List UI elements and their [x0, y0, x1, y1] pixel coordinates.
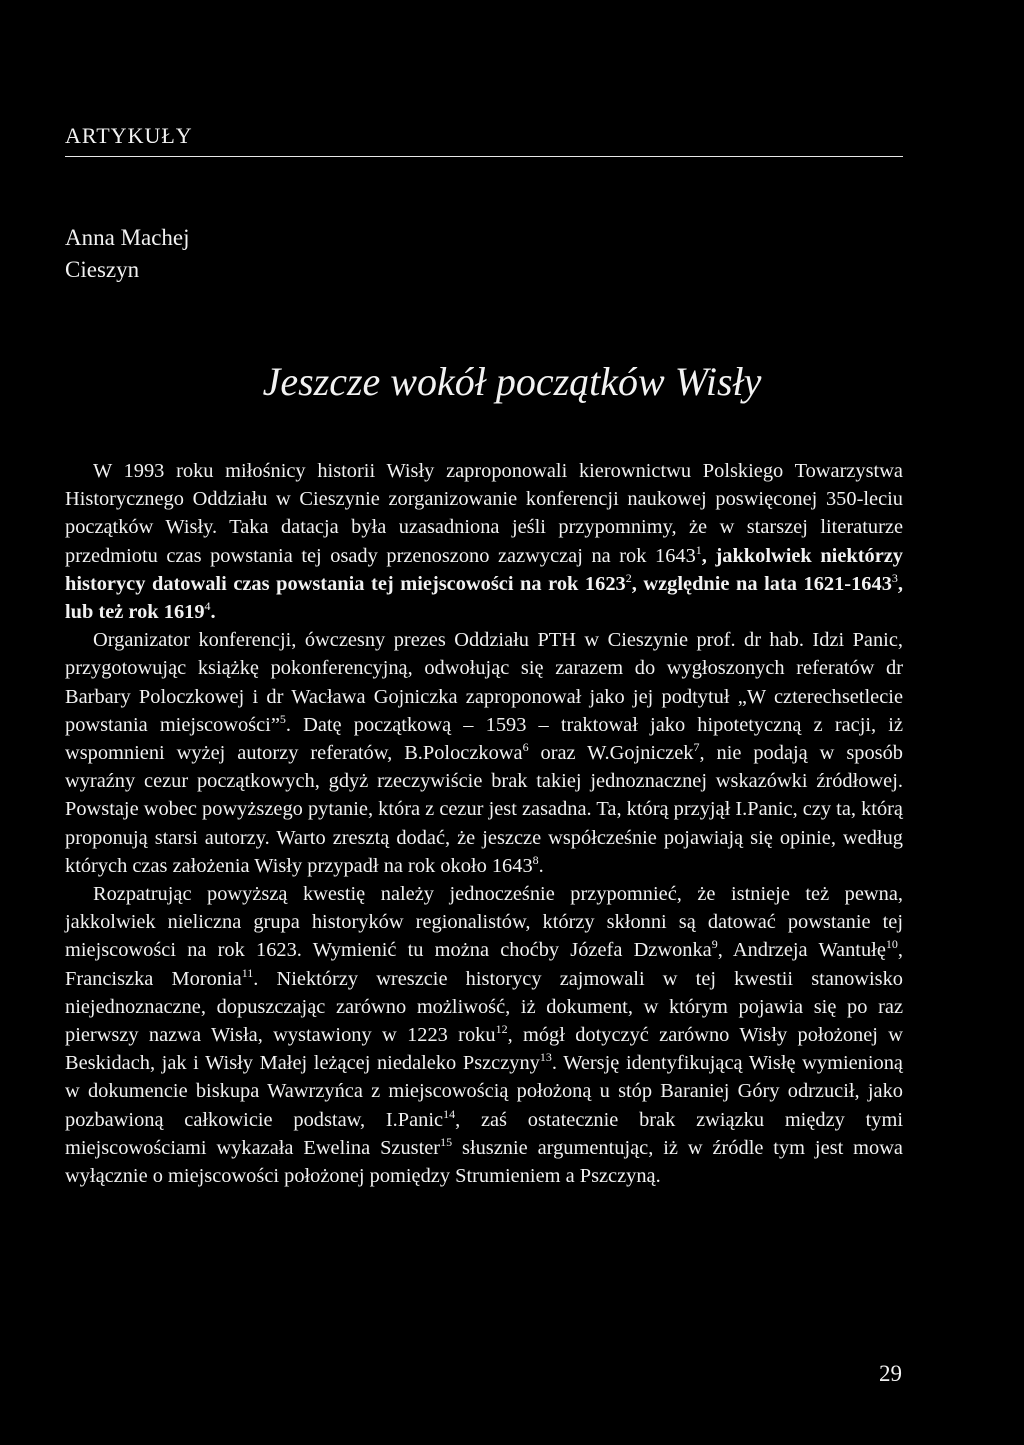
footnote-ref: 10 — [885, 937, 898, 952]
footnote-ref: 14 — [443, 1106, 456, 1121]
paragraph-text: , nie podają w sposób wyraźny cezur początkowych, gdyż rzeczywiście brak takiej jednoznacznej wskazówki źródłowej. Powstaje wobec powyższego pytanie, która z cezur jest zasadna. Ta, którą przyjął I.Panic, czy ta, którą proponują starsi autorzy. Warto zresztą dodać, że jeszcze współcześnie pojawiają się opinie, według których czas założenia Wisły przypadł na rok około 1643 — [65, 742, 903, 877]
footnote-ref: 12 — [495, 1022, 508, 1037]
footnote-ref: 4 — [204, 599, 211, 614]
paragraph-text: , Franciszka Moronia — [65, 939, 903, 990]
author-name: Anna Machej — [65, 225, 190, 250]
paragraph-text-bold: , jakkolwiek niektórzy historycy datowali czas powstania tej miejscowości na rok 1623 — [65, 544, 904, 595]
author-city: Cieszyn — [65, 257, 140, 282]
page-number: 29 — [879, 1361, 902, 1386]
footnote-ref: 7 — [693, 740, 700, 755]
footnote-ref: 9 — [711, 937, 718, 952]
paragraph-text: W 1993 roku miłośnicy historii Wisły zaproponowali kierownictwu Polskiego Towarzystwa Historycznego Oddziału w Cieszynie zorganizowanie konferencji naukowej poswięconej 350-leciu początków Wisły. Taka datacja była uzasadniona jeśli przypomnimy, że w starszej literaturze przedmiotu czas powstania tej osady przenoszono zazwyczaj na rok 1643 — [65, 460, 903, 567]
paragraph-3 — [65, 880, 903, 1190]
paragraph-text: słusznie argumentując, iż w źródle tym jest mowa wyłącznie o miejscowości położonej pomiędzy Strumieniem a Pszczyną. — [65, 1136, 903, 1188]
footnote-ref: 8 — [532, 852, 539, 867]
footnote-ref: 2 — [625, 570, 632, 585]
paragraph-2 — [65, 626, 903, 880]
footnote-ref: 13 — [539, 1050, 552, 1065]
author-block — [65, 222, 190, 286]
paragraph-text: , mógł dotyczyć zarówno Wisły położonej w Beskidach, jak i Wisły Małej leżącej niedaleko Pszczyny — [65, 1024, 903, 1075]
paragraph-text-bold: , lub też rok 1619 — [65, 572, 903, 624]
article-body — [65, 457, 903, 1190]
paragraph-text: , Andrzeja Wantułę — [717, 939, 886, 962]
paragraph-text: . — [538, 854, 544, 877]
paragraph-text-bold: , względnie na lata 1621-1643 — [631, 572, 892, 595]
section-heading: ARTYKUŁY — [65, 123, 193, 148]
paragraph-text: , zaś ostatecznie brak związku między tymi miejscowościami wykazała Ewelina Szuster — [65, 1108, 903, 1159]
paragraph-text: . Datę początkową – 1593 – traktował jako hipotetyczną z racji, iż wspomnieni wyżej autorzy referatów, B.Poloczkowa — [65, 713, 903, 765]
footnote-ref: 11 — [241, 965, 254, 980]
paragraph-text: Organizator konferencji, ówczesny prezes Oddziału PTH w Cieszynie prof. dr hab. Idzi Panic, przygotowując książkę pokonferencyjną, odwołując się zarazem do wygłoszonych referatów dr Barbary Poloczkowej i dr Wacława Gojniczka zaproponował jako jej podtytuł „W czterechsetlecie powstania miejscowości” — [65, 629, 903, 736]
footnote-ref: 5 — [279, 711, 286, 726]
paragraph-text: . Wersję identyfikującą Wisłę wymienioną w dokumencie biskupa Wawrzyńca z miejscowością położoną u stóp Baraniej Góry odrzucił, jako pozbawioną całkowicie podstaw, I.Panic — [65, 1052, 903, 1131]
paragraph-text: Rozpatrując powyższą kwestię należy jednocześnie przypomnieć, że istnieje też pewna, jakkolwiek nieliczna grupa historyków regionalistów, którzy skłonni są datować powstanie tej miejscowości na rok 1623. Wymienić tu można choćby Józefa Dzwonka — [65, 883, 903, 962]
header-rule — [65, 156, 903, 157]
footnote-ref: 6 — [522, 740, 529, 755]
footnote-ref: 3 — [891, 570, 898, 585]
footnote-ref: 1 — [695, 542, 702, 557]
footnote-ref: 15 — [440, 1134, 453, 1149]
paragraph-text: oraz W.Gojniczek — [528, 742, 694, 765]
paragraph-text-bold: . — [210, 601, 216, 624]
paragraph-text: . Niektórzy wreszcie historycy zajmowali w tej kwestii stanowisko niejednoznaczne, dopuszczając zarówno możliwość, iż dokument, w którym pojawia się po raz pierwszy nazwa Wisła, wystawiony w 1223 roku — [65, 967, 903, 1047]
article-title: Jeszcze wokół początków Wisły — [262, 359, 762, 404]
paragraph-1 — [65, 457, 903, 626]
